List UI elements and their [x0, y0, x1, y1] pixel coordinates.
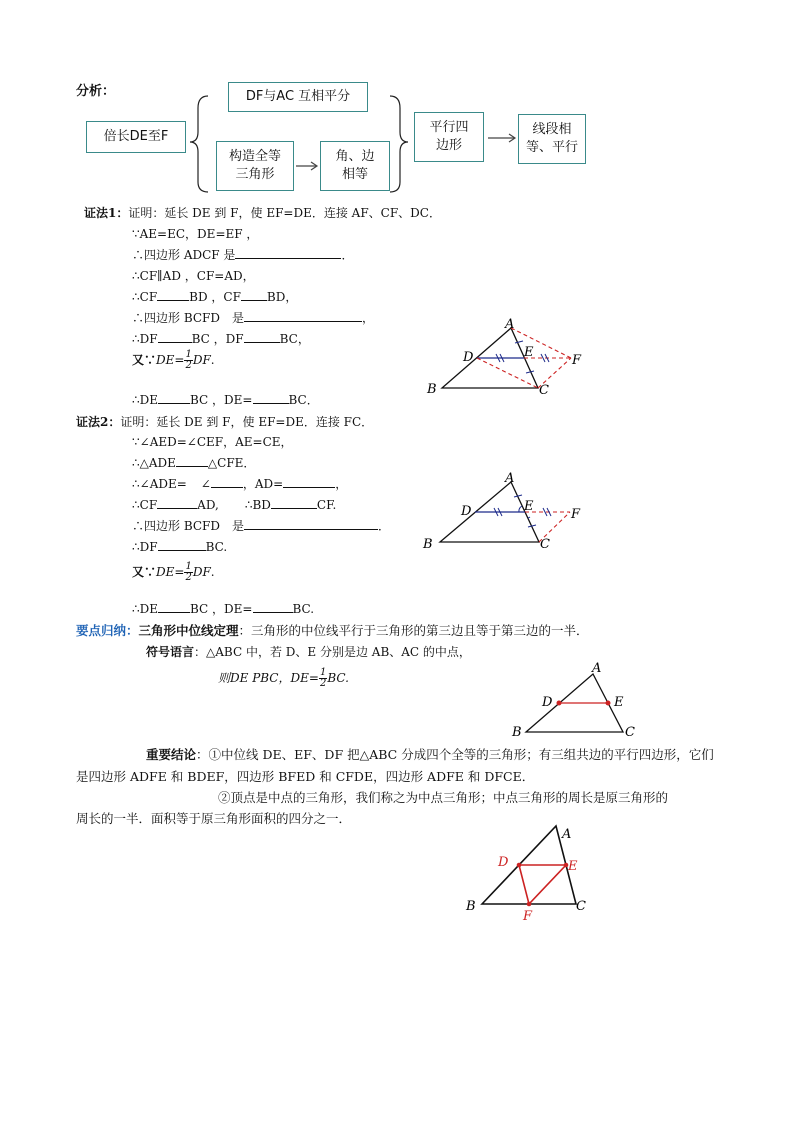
conclusion-line1b: 是四边形 ADFE 和 BDEF，四边形 BFED 和 CFDE，四边形 ADFE 和 DFCE．	[76, 769, 535, 784]
blank[interactable]	[283, 475, 335, 488]
point-e: E	[524, 345, 534, 360]
point-e: E	[568, 859, 578, 874]
box-segment-parallel: 线段相 等、平行	[518, 114, 586, 164]
proof1-line4: ∴CF BD ，CF BD，	[132, 290, 298, 304]
proof2-line2: ∴△ADE △CFE．	[132, 456, 256, 470]
point-a: A	[505, 471, 515, 486]
proof2-intro-line	[76, 413, 373, 430]
conclusion-line2b: 周长的一半．面积等于原三角形面积的四分之一．	[76, 811, 352, 826]
point-b: B	[427, 382, 437, 397]
point-f: F	[572, 353, 582, 368]
segment-af-dashed	[511, 328, 571, 358]
blank[interactable]	[157, 496, 197, 509]
fraction-one-half: $\frac{1}{2}$	[185, 349, 192, 371]
point-b: B	[512, 725, 522, 740]
point-c: C	[539, 383, 549, 398]
point-c: C	[625, 725, 635, 740]
fraction-one-half: $\frac{1}{2}$	[185, 561, 192, 583]
symbol-formula: 则DE PBC，DE= $\frac{1}{2}$ BC.	[218, 667, 349, 689]
proof1-line1: ∵AE=EC，DE=EF ，	[132, 227, 259, 241]
blank[interactable]	[157, 288, 189, 301]
proof2-line5: ∴四边形 BCFD 是 ．	[132, 519, 391, 533]
blank[interactable]	[158, 600, 190, 613]
symbol-language-line: 符号语言：△ABC 中，若 D、E 分别是边 AB、AC 的中点，	[146, 645, 471, 659]
tick-marks	[496, 341, 549, 373]
point-a: A	[592, 661, 602, 676]
summary-label: 要点归纳：	[76, 623, 139, 638]
proof1-line3: ∴CF∥AD ，CF=AD，	[132, 269, 255, 283]
summary-theorem-line: 要点归纳：三角形中位线定理：三角形的中位线平行于三角形的第三边且等于第三边的一半．	[76, 623, 589, 638]
point-c: C	[540, 537, 550, 552]
box-extend-de: 倍长DE至F	[86, 121, 186, 153]
point-e: E	[524, 499, 534, 514]
blank[interactable]	[253, 391, 289, 404]
blank[interactable]	[158, 538, 206, 551]
point-e: E	[614, 695, 624, 710]
point-b: B	[423, 537, 433, 552]
theorem-title: 三角形中位线定理	[138, 623, 239, 638]
proof1-line7: 又∵DE= $\frac{1}{2}$ DF.	[132, 349, 215, 371]
point-d-dot	[517, 863, 522, 868]
figure-proof2	[418, 470, 588, 552]
blank[interactable]	[244, 517, 378, 530]
proof2-line6: ∴DF BC.	[132, 540, 228, 554]
blank[interactable]	[211, 475, 243, 488]
proof1-intro: 证明：延长 DE 到 F，使 EF=DE．连接 AF、CF、DC．	[128, 206, 441, 220]
point-c: C	[576, 899, 586, 914]
proof2-intro: 证明：延长 DE 到 F，使 EF=DE．连接 FC．	[120, 415, 374, 429]
proof1-line6: ∴DF BC ，DF BC，	[132, 332, 310, 346]
proof1-label: 证法1：	[84, 206, 129, 220]
arrow-congruent-to-angle	[296, 160, 320, 172]
proof2-line3: ∴∠ADE= ∠ ，AD= ，	[132, 477, 348, 491]
point-d: D	[498, 855, 509, 870]
point-d: D	[542, 695, 553, 710]
segment-dc-dashed	[477, 358, 538, 388]
point-b: B	[466, 899, 476, 914]
figure-midpoint-triangle	[460, 818, 600, 924]
point-d: D	[461, 504, 472, 519]
box-parallelogram: 平行四 边形	[414, 112, 484, 162]
blank[interactable]	[271, 496, 317, 509]
blank[interactable]	[244, 309, 362, 322]
blank[interactable]	[176, 454, 208, 467]
point-e-dot	[606, 701, 611, 706]
point-f: F	[523, 909, 533, 924]
conclusion-line2: ②顶点是中点的三角形，我们称之为中点三角形；中点三角形的周长是原三角形的	[218, 790, 669, 805]
blank[interactable]	[235, 246, 341, 259]
blank[interactable]	[241, 288, 267, 301]
box-angle-side-equal: 角、边 相等	[320, 141, 390, 191]
box-df-bisect-ac: DF与AC 互相平分	[228, 82, 368, 112]
proof1-line8: ∴DE BC ，DE= BC．	[132, 393, 319, 407]
proof1-line2: ∴四边形 ADCF 是 ．	[132, 248, 354, 262]
analysis-label: 分析：	[76, 84, 116, 99]
midpoint-triangle-def	[519, 865, 566, 904]
proof2-line1: ∵∠AED=∠CEF，AE=CE，	[132, 435, 293, 449]
proof2-line8: ∴DE BC ，DE= BC.	[132, 602, 315, 616]
point-f: F	[571, 507, 581, 522]
tick-marks	[494, 495, 551, 527]
blank[interactable]	[158, 391, 190, 404]
figure-midline	[508, 656, 648, 740]
conclusion-line1: 重要结论：①中位线 DE、EF、DF 把△ABC 分成四个全等的三角形；有三组共边的平行四边形，它们	[146, 747, 714, 762]
blank[interactable]	[158, 330, 192, 343]
proof1-line5: ∴四边形 BCFD 是 ，	[132, 311, 375, 325]
point-f-dot	[527, 902, 532, 907]
point-d: D	[463, 350, 474, 365]
figure-proof1	[420, 318, 590, 400]
point-a: A	[505, 318, 515, 332]
proof1-intro-line	[84, 204, 441, 221]
arrow-parallelogram-to-segment	[488, 132, 518, 144]
proof2-line4: ∴CF AD, ∴BD CF.	[132, 498, 337, 512]
point-a: A	[562, 827, 572, 842]
fraction-one-half: $\frac{1}{2}$	[319, 667, 327, 689]
proof2-line7: 又∵DE= $\frac{1}{2}$ DF.	[132, 561, 215, 583]
point-d-dot	[557, 701, 562, 706]
proof2-label: 证法2：	[76, 415, 121, 429]
blank[interactable]	[244, 330, 280, 343]
box-construct-congruent: 构造全等 三角形	[216, 141, 294, 191]
blank[interactable]	[253, 600, 293, 613]
